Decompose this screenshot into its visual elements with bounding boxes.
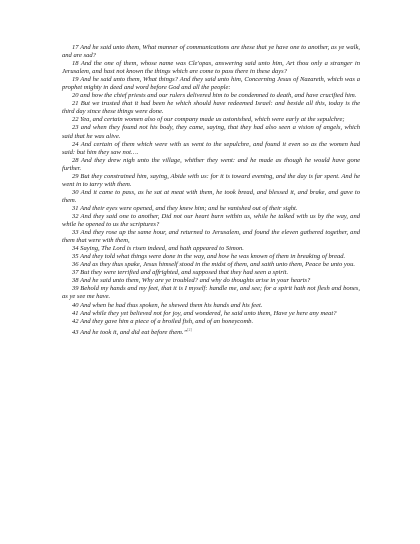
verse-43-text: 43 And he took it, and did eat before them.” [72, 328, 188, 336]
scripture-passage [62, 44, 360, 337]
verse-20: 20 and how the chief priests and our rulers delivered him to be condemned to death, and have crucified him. [72, 92, 357, 100]
verse-31: 31 And their eyes were opened, and they knew him; and he vanished out of their sight. [72, 204, 298, 212]
verse-40: 40 And when he had thus spoken, he shewed them his hands and his feet. [72, 301, 263, 309]
verse-32: 32 And they said one to another, Did not our heart burn within us, while he talked with us by the way, and while he opened to us the scriptures? [62, 212, 360, 229]
verse-30: 30 And it came to pass, as he sat at meat with them, he took bread, and blessed it, and brake, and gave to them. [62, 188, 360, 204]
footnote-marker[interactable]: [2] [187, 326, 192, 332]
verse-18: 18 And the one of them, whose name was Cle'opas, answering said unto him, Art thou only a stranger in Jerusalem, and hast not known the things which are come to pass there in these days? [62, 60, 360, 76]
verse-17: 17 And he said unto them, What manner of communications are these that ye have one to another, as ye walk, and are sad? [62, 44, 360, 60]
verse-19: 19 And he said unto them, What things? And they said unto him, Concerning Jesus of Nazareth, which was a prophet mighty in deed and word before God and all the people: [62, 76, 360, 92]
verse-21: 21 But we trusted that it had been he which should have redeemed Israel: and beside all this, today is the third day since these things were done. [62, 100, 360, 116]
verse-42: 42 And they gave him a piece of a broiled fish, and of an honeycomb. [72, 317, 254, 325]
verse-39: 39 Behold my hands and my feet, that it is I myself: handle me, and see; for a spirit hath not flesh and bones, as ye see me have. [62, 285, 360, 301]
verse-22: 22 Yea, and certain women also of our company made us astonished, which were early at the sepulchre; [72, 116, 345, 124]
verse-38: 38 And he said unto them, Why are ye troubled? and why do thoughts arise in your hearts? [72, 277, 311, 285]
verse-35: 35 And they told what things were done in the way, and how he was known of them in breaking of bread. [72, 253, 346, 261]
verse-33: 33 And they rose up the same hour, and returned to Jerusalem, and found the eleven gathered together, and them that were with them, [62, 229, 360, 245]
verse-24: 24 And certain of them which were with us went to the sepulchre, and found it even so as the women had said: but him they saw not…. [62, 140, 360, 156]
verse-34: 34 Saying, The Lord is risen indeed, and hath appeared to Simon. [72, 245, 244, 253]
verse-23: 23 and when they found not his body, they came, saying, that they had also seen a vision of angels, which said that he was alive. [62, 124, 360, 140]
verse-37: 37 But they were terrified and affrighted, and supposed that they had seen a spirit. [72, 269, 289, 277]
verse-43 [62, 326, 360, 337]
verse-28: 28 And they drew nigh unto the village, whither they went: and he made as though he would have gone further. [62, 156, 360, 172]
verse-41: 41 And while they yet believed not for joy, and wondered, he said unto them, Have ye here any meat? [72, 309, 337, 317]
verse-29: 29 But they constrained him, saying, Abide with us: for it is toward evening, and the day is far spent. And he went in to tarry with them. [62, 172, 360, 188]
verse-36: 36 And as they thus spake, Jesus himself stood in the midst of them, and saith unto them, Peace be unto you. [72, 261, 355, 269]
